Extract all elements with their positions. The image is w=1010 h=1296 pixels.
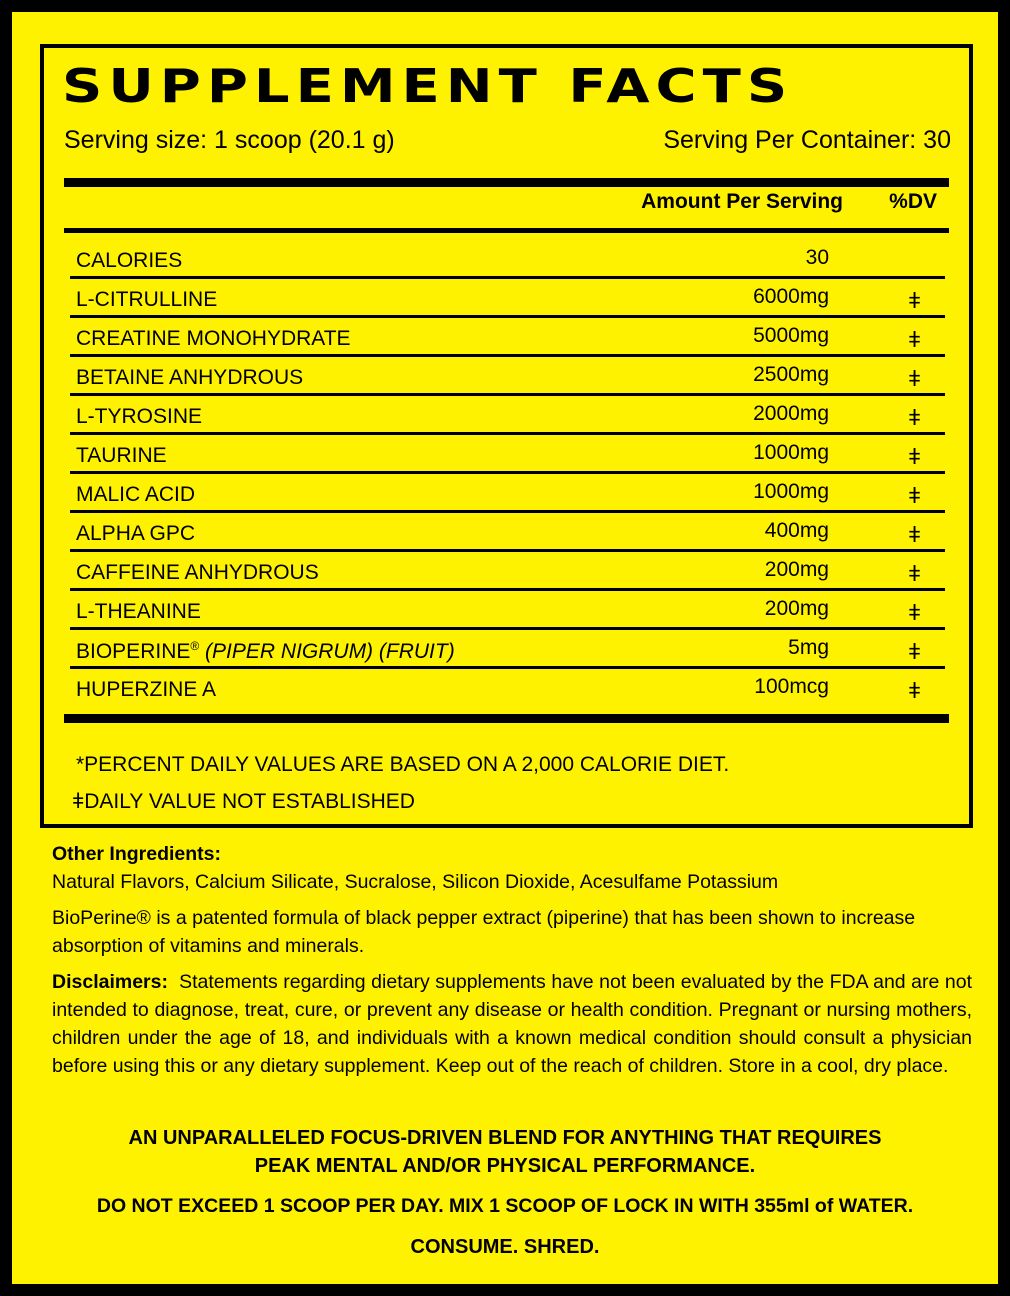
bioperine-text: BioPerine® is a patented formula of black pepper extract (piperine) that has been shown to increase absorption of vitamins and minerals. [52,907,916,957]
table-row [70,435,945,474]
nutrient-amount: 5mg [788,636,829,659]
nutrient-name: BIOPERINE® (PIPER NIGRUM) (FRUIT) [76,639,455,663]
table-row [70,552,945,591]
nutrient-name: CREATINE MONOHYDRATE [76,327,351,350]
blend-claim-line-1: AN UNPARALLELED FOCUS-DRIVEN BLEND FOR ANYTHING THAT REQUIRES [128,1127,882,1149]
nutrient-dv: ǂ [908,600,921,625]
blend-claim-line-2: PEAK MENTAL AND/OR PHYSICAL PERFORMANCE. [254,1155,756,1177]
table-row [70,357,945,396]
nutrient-dv: ǂ [908,522,921,547]
disclaimers-label: Disclaimers: [52,971,168,993]
table-row [70,474,945,513]
nutrient-amount: 400mg [764,519,829,542]
divider-thick-bottom [64,714,949,723]
registered-mark: ® [190,639,200,653]
nutrient-dv: ǂ [908,405,921,430]
nutrient-name: BETAINE ANHYDROUS [76,366,304,389]
table-row [70,279,945,318]
nutrient-amount: 200mg [764,558,829,581]
nutrient-dv: ǂ [908,444,921,469]
disclaimers [52,968,972,1080]
table-row [70,630,945,669]
nutrient-dv: ǂ [908,561,921,586]
nutrient-name: L-THEANINE [76,600,201,623]
nutrient-amount: 100mcg [754,675,829,698]
nutrient-amount: 1000mg [753,480,829,503]
nutrient-amount: 2000mg [753,402,829,425]
table-row [70,318,945,357]
nutrient-amount: 6000mg [753,285,829,308]
divider-thick-top [64,178,949,187]
nutrient-source: (PIPER NIGRUM) (FRUIT) [199,640,455,663]
directions: DO NOT EXCEED 1 SCOOP PER DAY. MIX 1 SCOOP OF LOCK IN WITH 355ml of WATER. [96,1195,914,1217]
nutrient-name: L-CITRULLINE [76,288,218,311]
nutrient-amount: 30 [805,246,829,269]
table-row [70,591,945,630]
nutrient-dv: ǂ [908,288,921,313]
other-information [52,840,972,1080]
nutrient-name: CALORIES [76,249,183,272]
other-ingredients-text: Natural Flavors, Calcium Silicate, Sucralose, Silicon Dioxide, Acesulfame Potassium [52,871,779,893]
nutrient-dv: ǂ [908,678,921,703]
disclaimers-text: Statements regarding dietary supplements have not been evaluated by the FDA and are not intended to diagnose, treat, cure, or prevent any disease or health condition. Pregnant or nursing mothers, children under the age of 18, and individuals with a known medical condition should consult a physician before using this or any dietary supplement. Keep out of the reach of children. Store in a cool, dry place. [52,971,973,1077]
footnote-dv-not-established: ǂDAILY VALUE NOT ESTABLISHED [72,790,415,813]
nutrient-amount: 5000mg [753,324,829,347]
nutrient-name: ALPHA GPC [76,522,196,545]
nutrient-dv: ǂ [908,366,921,391]
nutrient-name: L-TYROSINE [76,405,203,428]
serving-size: Serving size: 1 scoop (20.1 g) [64,126,395,154]
table-row [70,513,945,552]
nutrient-name: TAURINE [76,444,167,467]
nutrient-dv: ǂ [908,327,921,352]
table-row [70,669,945,708]
footnote-percent-dv: *PERCENT DAILY VALUES ARE BASED ON A 2,000 CALORIE DIET. [76,753,730,776]
tagline: CONSUME. SHRED. [410,1236,600,1258]
supplement-label [12,12,998,1284]
nutrient-table [70,240,945,708]
servings-per-container: Serving Per Container: 30 [663,126,951,154]
nutrient-name: CAFFEINE ANHYDROUS [76,561,319,584]
table-row [70,240,945,279]
facts-title: SUPPLEMENT FACTS [62,60,794,114]
table-row [70,396,945,435]
nutrient-dv: ǂ [908,483,921,508]
header-daily-value: %DV [889,190,937,213]
header-amount-per-serving: Amount Per Serving [641,190,843,213]
nutrient-amount: 1000mg [753,441,829,464]
divider-header [64,228,949,233]
nutrient-dv: ǂ [908,639,921,664]
nutrient-name: HUPERZINE A [76,678,217,701]
nutrient-name: MALIC ACID [76,483,196,506]
nutrient-amount: 200mg [764,597,829,620]
nutrient-amount: 2500mg [753,363,829,386]
other-ingredients-label: Other Ingredients: [52,843,222,865]
supplement-facts-panel [40,44,973,828]
